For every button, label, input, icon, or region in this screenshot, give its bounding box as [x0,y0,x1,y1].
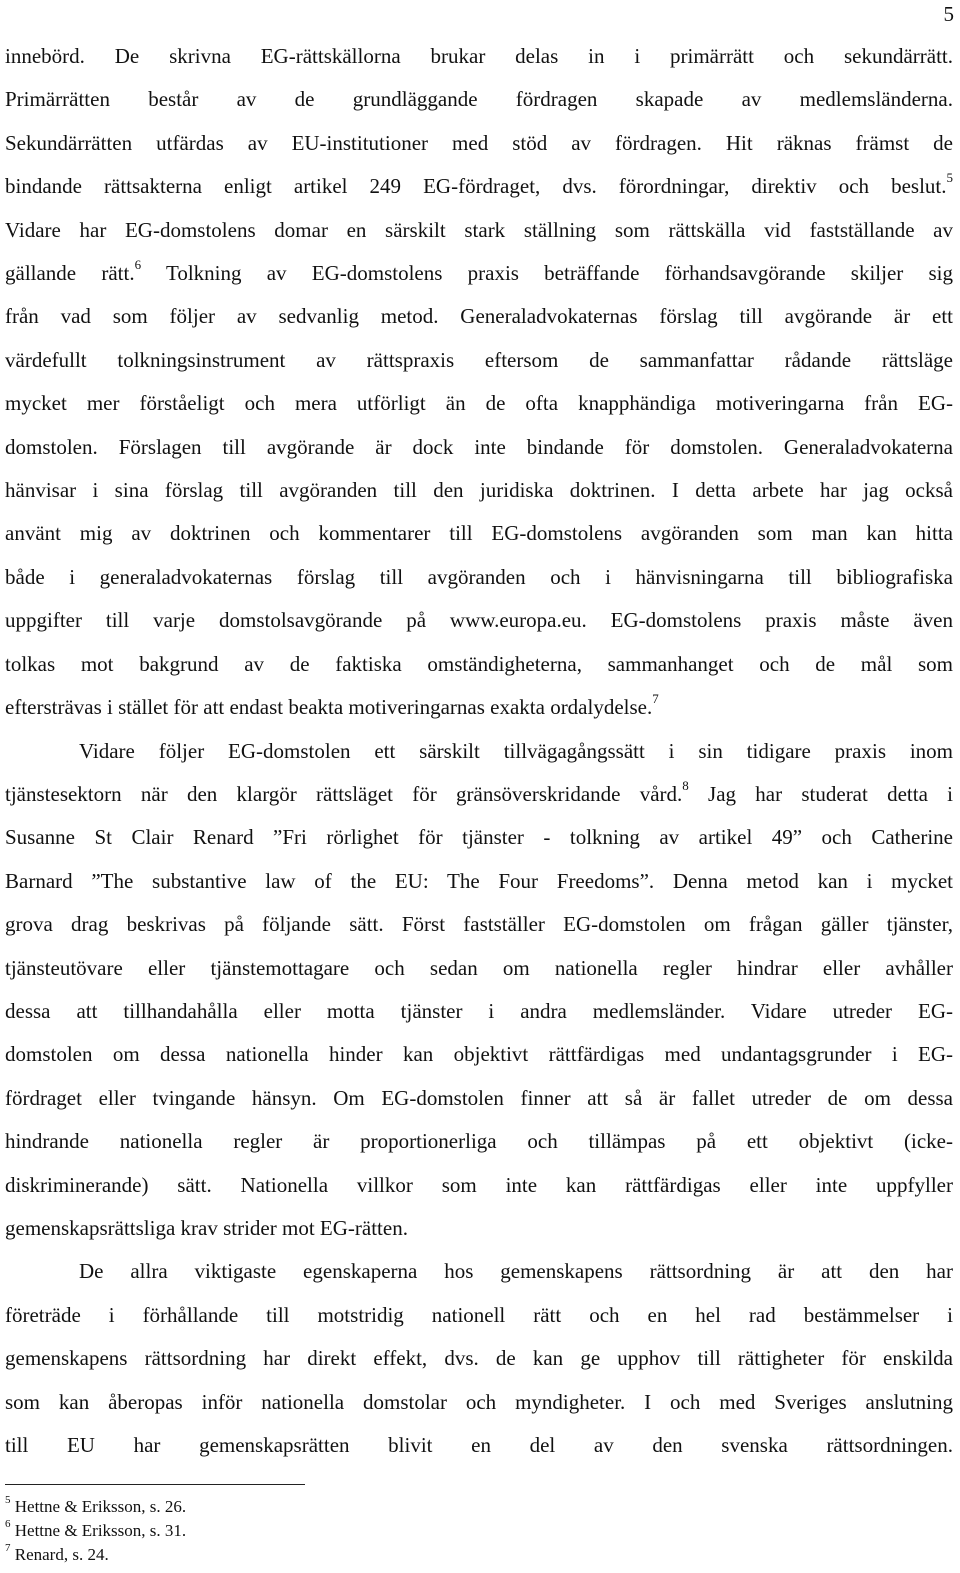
text-line: uppgifter till varje domstolsavgörande på www.europa.eu. EG-domstolens praxis måste även [5,608,953,633]
body-text [5,35,953,1467]
footnote-ref[interactable]: 7 [652,691,659,707]
text-line: gemenskapsrättsliga krav strider mot EG-rätten. [5,1215,408,1240]
text-line: tolkas mot bakgrund av de faktiska omständigheterna, sammanhanget och de mål som [5,651,953,676]
page-number: 5 [943,2,954,26]
text-line: företräde i förhållande till motstridig nationell rätt och en hel rad bestämmelser i [5,1302,953,1327]
paragraph-2 [5,730,953,1251]
text-line: grova drag beskrivas på följande sätt. Först fastställer EG-domstolen om frågan gäller tjänster, [5,912,953,937]
text-line [5,252,953,295]
footnote [5,1495,605,1519]
text-line [5,165,953,208]
text-line: Sekundärrätten utfärdas av EU-institutioner med stöd av fördragen. Hit räknas främst de [5,130,953,155]
text-line: till EU har gemenskapsrätten blivit en del av den svenska rättsordningen. [5,1433,953,1457]
text-line: innebörd. De skrivna EG-rättskällorna brukar delas in i primärrätt och sekundärrätt. [5,44,953,68]
text-line: domstolen om dessa nationella hinder kan objektivt rättfärdigas med undantagsgrunder i EG- [5,1042,953,1067]
text-line: Susanne St Clair Renard ”Fri rörlighet för tjänster - tolkning av artikel 49” och Catherine [5,825,953,850]
footnote-number: 5 [5,1494,11,1507]
text-line: gemenskapens rättsordning har direkt effekt, dvs. de kan ge upphov till rättigheter för enskilda [5,1346,953,1371]
text-line: Vidare har EG-domstolens domar en särskilt stark ställning som rättskälla vid fastställande av [5,217,953,242]
footnotes [5,1495,605,1567]
text-line: De allra viktigaste egenskaperna hos gemenskapens rättsordning är att den har [79,1259,953,1284]
text-segment: eftersträvas i stället för att endast beakta motiveringarnas exakta ordalydelse. [5,695,653,720]
text-line: domstolen. Förslagen till avgörande är dock inte bindande för domstolen. Generaladvokaterna [5,434,953,459]
footnote [5,1519,605,1543]
footnote [5,1543,605,1567]
text-line: tjänsteutövare eller tjänstemottagare och sedan om nationella regler hindrar eller avhåller [5,955,953,980]
text-segment: gällande rätt. [5,261,135,286]
paragraph-3 [5,1250,953,1467]
footnote-text: Hettne & Eriksson, s. 26. [14,1497,187,1516]
text-segment: Tolkning av EG-domstolens praxis beträffande förhandsavgörande skiljer sig [165,261,953,286]
text-segment: bindande rättsakterna enligt artikel 249 EG-fördraget, dvs. förordningar, direktiv och beslut. [5,174,947,199]
text-line: hänvisar i sina förslag till avgöranden till den juridiska doktrinen. I detta arbete har jag också [5,478,953,503]
text-line: både i generaladvokaternas förslag till avgöranden och i hänvisningarna till bibliografiska [5,564,953,589]
text-line: värdefullt tolkningsinstrument av rättspraxis eftersom de sammanfattar rådande rättsläge [5,347,953,372]
text-segment: tjänstesektorn när den klargör rättsläget för gränsöverskridande vård. [5,781,683,806]
text-line: mycket mer förståeligt och mera utförligt än de ofta knapphändiga motiveringarna från EG- [5,391,953,416]
text-segment: Jag har studerat detta i [708,781,953,806]
text-line: hindrande nationella regler är proportionerliga och tillämpas på ett objektivt (icke- [5,1129,953,1154]
footnote-ref[interactable]: 6 [134,257,142,273]
text-line: diskriminerande) sätt. Nationella villkor som inte kan rättfärdigas eller inte uppfyller [5,1172,953,1197]
text-line: fördraget eller tvingande hänsyn. Om EG-domstolen finner att så är fallet utreder de om dessa [5,1085,953,1110]
text-line: Primärrätten består av de grundläggande fördragen skapade av medlemsländerna. [5,87,953,112]
text-line [5,773,953,816]
footnote-text: Hettne & Eriksson, s. 31. [14,1521,187,1540]
footnote-separator [5,1484,305,1485]
footnote-ref[interactable]: 5 [946,170,953,186]
text-line: från vad som följer av sedvanlig metod. Generaladvokaternas förslag till avgörande är ett [5,304,953,329]
footnote-text: Renard, s. 24. [14,1545,109,1564]
footnote-ref[interactable]: 8 [682,777,689,793]
paragraph-1 [5,35,953,730]
text-line: dessa att tillhandahålla eller motta tjänster i andra medlemsländer. Vidare utreder EG- [5,998,953,1023]
text-line: Barnard ”The substantive law of the EU: The Four Freedoms”. Denna metod kan i mycket [5,868,953,893]
text-line: Vidare följer EG-domstolen ett särskilt tillvägagångssätt i sin tidigare praxis inom [79,738,953,763]
text-line: som kan åberopas inför nationella domstolar och myndigheter. I och med Sveriges anslutning [5,1389,953,1414]
footnote-number: 7 [5,1542,11,1555]
text-line [5,686,953,729]
footnote-number: 6 [5,1518,11,1531]
text-line: använt mig av doktrinen och kommentarer till EG-domstolens avgöranden som man kan hitta [5,521,953,546]
